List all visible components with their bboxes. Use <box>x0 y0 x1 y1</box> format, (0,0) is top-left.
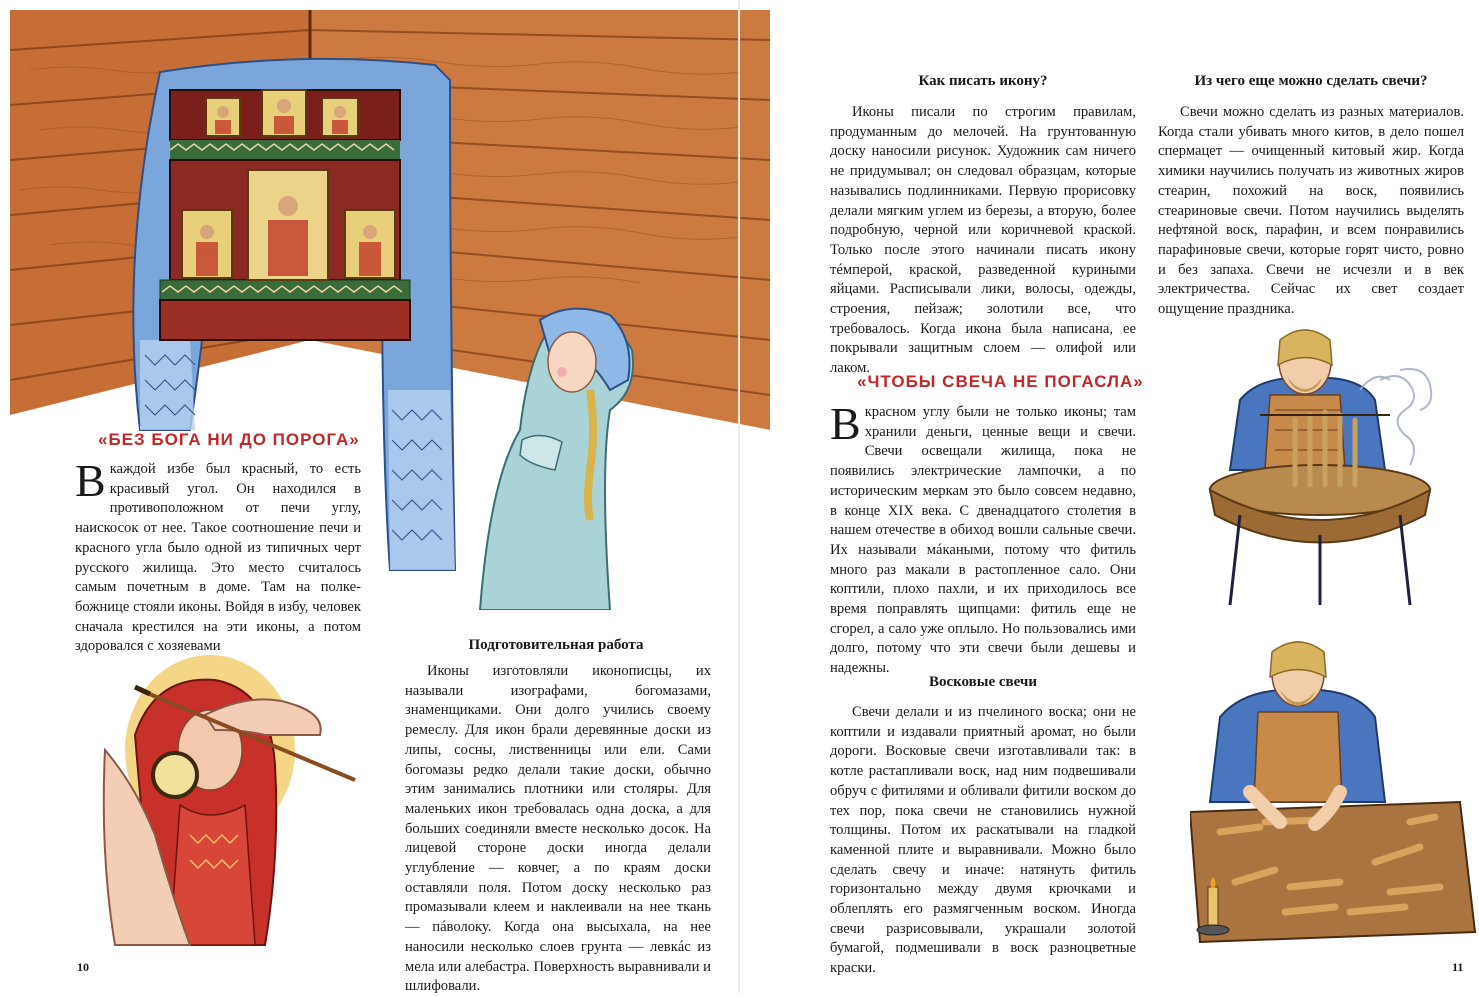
other-materials-title: Из чего еще можно сделать свечи? <box>1194 73 1428 89</box>
page-number-right: 11 <box>1452 960 1464 974</box>
how-to-paint-paragraph <box>830 103 1136 379</box>
prep-work-paragraph <box>405 662 711 997</box>
prep-work-text: Иконы изготовляли иконописцы, их называли изографами, богомазами, знаменщиками. Они долго учились своему ремеслу. Для икон брали деревянные доски из липы, сосны, лиственницы или ели. Сами богомазы редко делали такие доски, обычно этим занимались плотники или столяры. Для маленьких икон требовалась одна доска, а для больших соединяли вместе несколько досок. На лицевой стороне доски иногда делали углубление — ковчег, а по краям доски оставляли поля. Потом доску несколько раз промазывали клеем и наклеивали на нее ткань — пáволоку. Когда она высыхала, на нее наносили несколько слоев грунта — левкáс из мела или алебастра. Поверхность выравнивали и шлифовали. <box>405 663 711 995</box>
wax-candles-paragraph <box>830 703 1136 979</box>
other-materials-paragraph <box>1158 103 1464 320</box>
intro-text: каждой избе был красный, то есть красивый угол. Он находился в противоположном от печи углу, наискосок от нее. Такое соотношение печи и красного угла было одной из типичных черт русского жилища. Это место считалось самым почетным в доме. Там на полке-божнице стояли иконы. Войдя в избу, человек сначала крестился на эти иконы, а потом здоровался с хозяевами <box>75 461 361 655</box>
intro-paragraph <box>75 455 361 657</box>
how-to-paint-title: Как писать икону? <box>918 73 1048 89</box>
left-page <box>0 0 739 993</box>
page-number-left: 10 <box>77 960 89 974</box>
candle-dipping-illustration <box>1200 320 1470 610</box>
prep-work-title: Подготовительная работа <box>468 637 644 653</box>
candle-intro-paragraph <box>830 398 1136 679</box>
dropcap: В <box>75 455 106 506</box>
section-heading-candle: «ЧТОБЫ СВЕЧА НЕ ПОГАСЛА» <box>857 372 1144 391</box>
wax-candles-text: Свечи делали и из пчелиного воска; они не коптили и издавали приятный аромат, но были дороги. Восковые свечи изготавливали так: в котле растапливали воск, над ним подвешивали обруч с фитилями и обливали фитили воском до тех пор, пока свечи не становились нужной толщины. Потом их раскатывали на гладкой каменной плите и выравнивали. Можно было сделать свечу и иначе: натянуть фитиль горизонтально между двумя крючками и облеплять его размягченным воском. Иногда свечи разрисовывали, украшали золотой бумагой, подмешивали в воск разноцветные краски. <box>830 704 1136 977</box>
candle-intro-text: красном углу были не только иконы; там хранили деньги, ценные вещи и свечи. Свечи освещали жилища, пока не появились электрические лампочки, а по историческим меркам это было совсем недавно, в конце XIX века. С двенадцатого столетия в нашем отечестве в обиход вошли сальные свечи. Их называли мáкаными, потому что фитиль много раз макали в растопленное сало. Они коптили, плохо пахли, и их приходилось все время поправлять щипцами: фитиль еще не сгорел, а сало уже оплыло. Но пользовались ими долго, потому что эти свечи были дешевы и надежны. <box>830 404 1136 677</box>
wax-candles-title: Восковые свечи <box>928 674 1038 690</box>
icon-painter-illustration <box>95 655 365 950</box>
section-heading-without-god: «БЕЗ БОГА НИ ДО ПОРОГА» <box>98 430 360 449</box>
how-to-paint-text: Иконы писали по строгим правилам, продуманным до мелочей. На грунтованную доску наносили рисунок. Художник сам ничего не придумывал; он следовал образцам, которые назывались подлинниками. Первую прорисовку делали мягким углем из березы, а вторую, более подробную, черной или коричневой краской. Только после этого начинали писать икону тéмперой, краской, разведенной куриными яйцами. Расписывали лики, волосы, одежды, строения, пейзаж; золотили все, что требовалось. Когда икона была написана, ее покрывали защитным слоем — олифой или лаком. <box>830 104 1136 377</box>
other-materials-text: Свечи можно сделать из разных материалов. Когда стали убивать много китов, в дело пошел спермацет — очищенный китовый жир. Когда химики научились получать из животных жиров стеарин, похожий на воск, появились стеариновые свечи. Потом научились выделять нефтяной воск, парафин, и всем понравились парафиновые свечи, которые горят чисто, ровно и без запаха. Свечи не исчезли и в век электричества. Сейчас их свет создает ощущение праздника. <box>1158 104 1464 318</box>
candle-rolling-illustration <box>1190 632 1479 948</box>
dropcap: В <box>830 398 861 449</box>
right-page <box>740 0 1479 993</box>
